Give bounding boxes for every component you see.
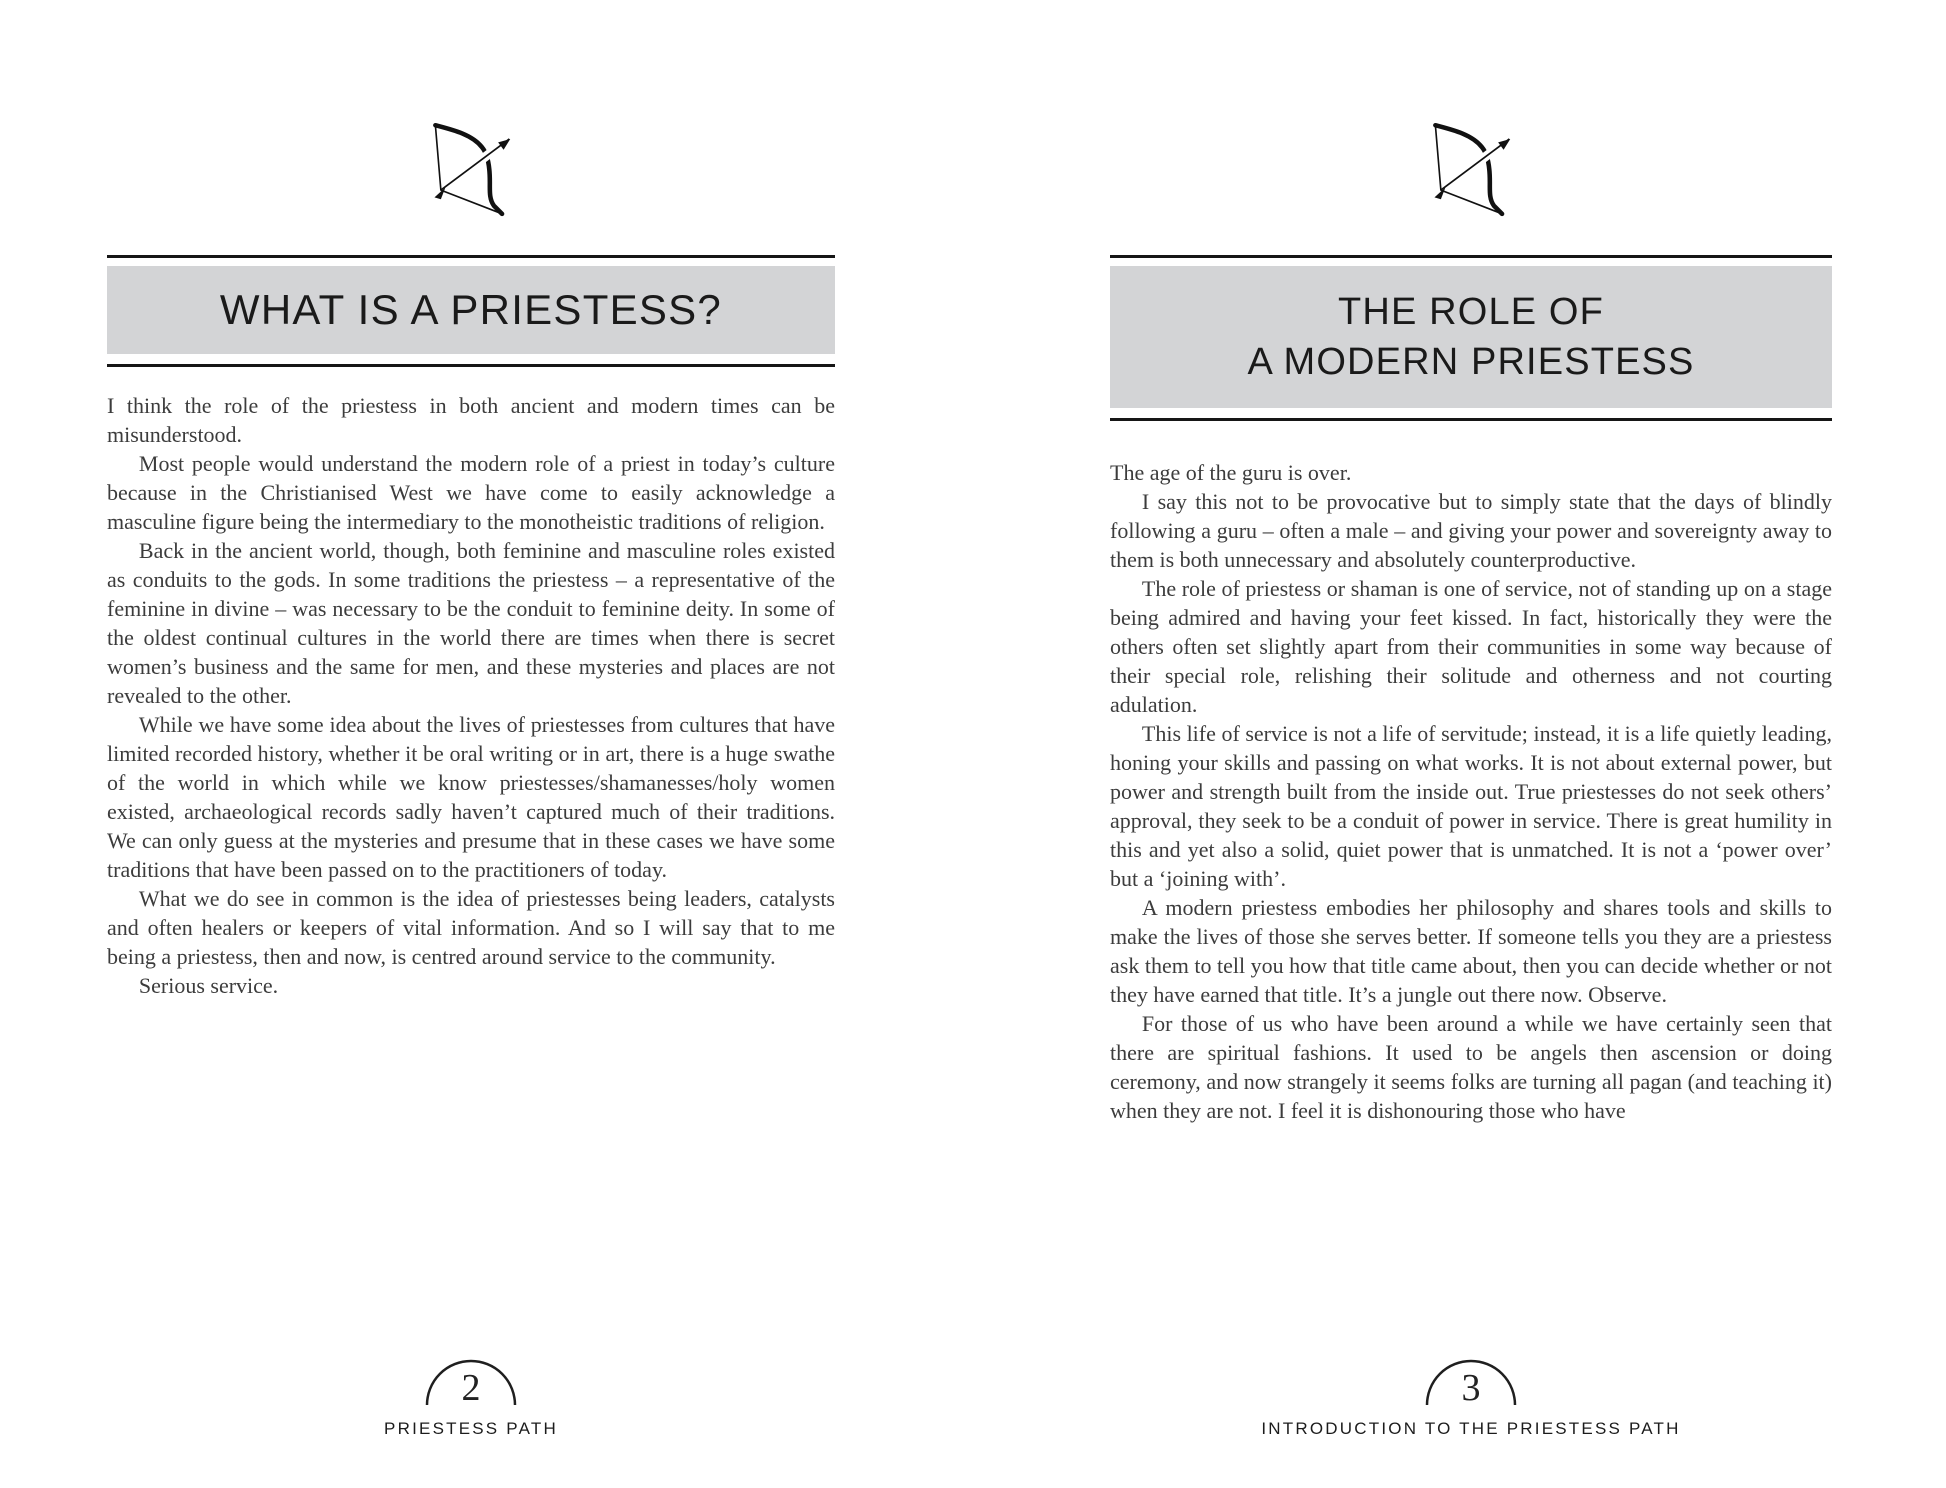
paragraph: For those of us who have been around a while we have certainly seen that there are spiritual fashions. It used to be angels then ascension or doing ceremony, and now strangely it seems folks are turning all pagan (and teaching it) when they are not. I feel it is dishonouring those who have — [1110, 1011, 1832, 1123]
body-text — [107, 391, 835, 1000]
page-left — [107, 0, 835, 1488]
page-number-ornament — [425, 1358, 517, 1408]
bow-and-arrow-icon — [429, 118, 513, 222]
page-footer — [1110, 1358, 1832, 1439]
page-footer — [107, 1358, 835, 1439]
chapter-title — [107, 266, 835, 354]
chapter-title-line: WHAT IS A PRIESTESS? — [219, 286, 723, 333]
divider-rule-bottom — [1110, 418, 1832, 421]
page-number: 2 — [461, 1367, 481, 1409]
paragraph: While we have some idea about the lives of priestesses from cultures that have limited recorded history, whether it be oral writing or in art, there is a huge swathe of the world in which while we know priestesses/shamanesses/holy women existed, archaeological records sadly haven’t captured much of their traditions. We can only guess at the mysteries and presume that in these cases we have some traditions that have been passed on to the practitioners of today. — [107, 712, 835, 882]
paragraph: I think the role of the priestess in both ancient and modern times can be misunderstood. — [107, 393, 835, 447]
paragraph: Serious service. — [138, 973, 279, 998]
chapter-title — [1110, 266, 1832, 408]
running-footer: PRIESTESS PATH — [384, 1419, 558, 1438]
divider-rule-bottom — [107, 364, 835, 367]
divider-rule-top — [1110, 255, 1832, 258]
paragraph: I say this not to be provocative but to simply state that the days of blindly following a guru – often a male – and giving your power and sovereignty away to them is both unnecessary and absolutely counterproductive. — [1110, 489, 1832, 572]
paragraph: This life of service is not a life of servitude; instead, it is a life quietly leading, honing your skills and passing on what works. It is not about external power, but power and strength built from the inside out. True priestesses do not seek others’ approval, they seek to be a conduit of power in service. There is great humility in this and yet also a solid, quiet power that is unmatched. It is not a ‘power over’ but a ‘joining with’. — [1110, 721, 1832, 891]
body-text — [1110, 458, 1832, 1125]
paragraph: The role of priestess or shaman is one of service, not of standing up on a stage being admired and having your feet kissed. In fact, historically they were the others often set slightly apart from their communities in some way because of their special role, relishing their solitude and otherness and not courting adulation. — [1110, 576, 1832, 717]
bow-and-arrow-icon — [1429, 118, 1513, 222]
page-number: 3 — [1461, 1367, 1481, 1409]
running-footer: INTRODUCTION TO THE PRIESTESS PATH — [1261, 1419, 1681, 1438]
chapter-title-line: A MODERN PRIESTESS — [1247, 341, 1695, 383]
page-right — [1110, 0, 1832, 1488]
paragraph: A modern priestess embodies her philosophy and shares tools and skills to make the lives of those she serves better. If someone tells you they are a priestess ask them to tell you how that title came about, then you can decide whether or not they have earned that title. It’s a jungle out there now. Observe. — [1110, 895, 1832, 1007]
divider-rule-top — [107, 255, 835, 258]
paragraph: Most people would understand the modern role of a priest in today’s culture because in the Christianised West we have come to easily acknowledge a masculine figure being the intermediary to the monotheistic traditions of religion. — [107, 451, 835, 534]
paragraph: Back in the ancient world, though, both feminine and masculine roles existed as conduits to the gods. In some traditions the priestess – a representative of the feminine in divine – was necessary to be the conduit to feminine deity. In some of the oldest continual cultures in the world there are times when there is secret women’s business and the same for men, and these mysteries and places are not revealed to the other. — [107, 538, 835, 708]
chapter-title-line: THE ROLE OF — [1338, 291, 1604, 333]
page-number-ornament — [1425, 1358, 1517, 1408]
paragraph: What we do see in common is the idea of priestesses being leaders, catalysts and often healers or keepers of vital information. And so I will say that to me being a priestess, then and now, is centred around service to the community. — [107, 886, 835, 969]
paragraph: The age of the guru is over. — [1110, 460, 1352, 485]
